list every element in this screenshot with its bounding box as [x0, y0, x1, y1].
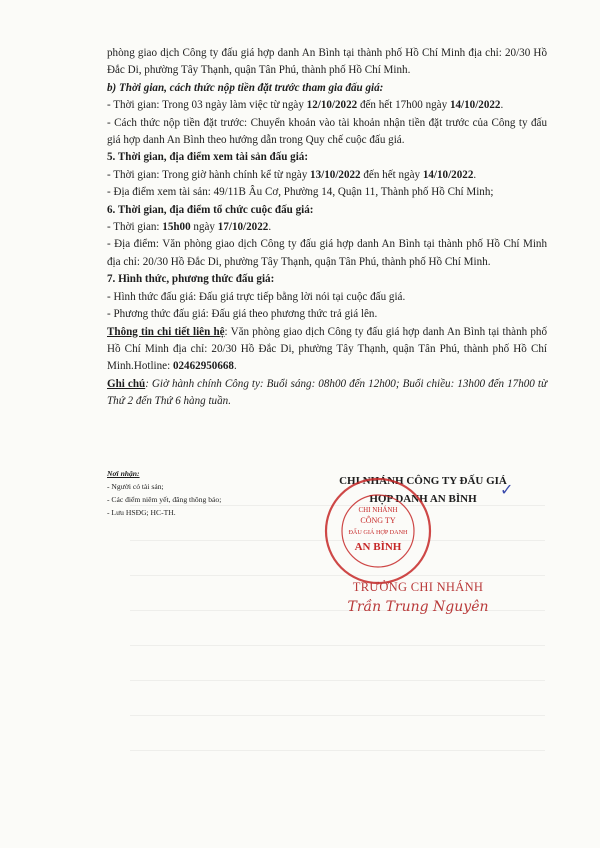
note: Ghi chú: Giờ hành chính Công ty: Buổi sáng: 08h00 đến 12h00; Buổi chiều: 13h00 đến 17h00 từ Thứ 2 đến Thứ 6 hàng tuần.	[107, 377, 548, 408]
recipient-item: - Lưu HSĐG; HC-TH.	[107, 508, 176, 517]
signature-tick-icon: ✓	[500, 482, 514, 499]
company-line-2: HỢP DANH AN BÌNH	[369, 493, 477, 505]
section-7-method: - Phương thức đấu giá: Đấu giá theo phương thức trả giá lên.	[107, 308, 378, 321]
recipient-item: - Người có tài sản;	[107, 482, 164, 491]
section-6-heading: 6. Thời gian, địa điểm tổ chức cuộc đấu giá:	[107, 203, 314, 216]
seal-line-2: CÔNG TY	[360, 516, 396, 525]
section-6-place: - Địa điểm: Văn phòng giao dịch Công ty đấu giá hợp danh An Bình tại thành phố Hồ Chí Minh địa chỉ: 20/30 Hồ Đắc Di, phường Tây Thạnh, quận Tân Phú, thành phố Hồ Chí Minh.	[107, 238, 547, 268]
section-6-time: - Thời gian: 15h00 ngày 17/10/2022.	[107, 221, 272, 234]
director-signature-block	[318, 580, 518, 615]
section-5-time: - Thời gian: Trong giờ hành chính kể từ ngày 13/10/2022 đến hết ngày 14/10/2022.	[107, 168, 477, 181]
company-seal-icon	[323, 476, 433, 586]
seal-line-1: CHI NHÁNH	[358, 506, 398, 514]
section-5-heading: 5. Thời gian, địa điểm xem tài sản đấu giá:	[107, 151, 309, 164]
director-title: TRƯỞNG CHI NHÁNH	[352, 580, 484, 594]
section-7-form: - Hình thức đấu giá: Đấu giá trực tiếp bằng lời nói tại cuộc đấu giá.	[107, 290, 406, 303]
paragraph-address: phòng giao dịch Công ty đấu giá hợp danh An Bình tại thành phố Hồ Chí Minh địa chỉ: 20/30 Hồ Đắc Di, phường Tây Thạnh, quận Tân Phú, thành phố Hồ Chí Minh.	[107, 47, 547, 77]
seal-line-4: AN BÌNH	[354, 541, 402, 553]
recipient-item: - Các điểm niêm yết, đăng thông báo;	[107, 495, 222, 504]
document-body	[107, 45, 547, 411]
section-b-time: - Thời gian: Trong 03 ngày làm việc từ ngày 12/10/2022 đến hết 17h00 ngày 14/10/2022.	[107, 99, 504, 112]
section-7-heading: 7. Hình thức, phương thức đấu giá:	[107, 273, 275, 286]
company-line-1: CHI NHÁNH CÔNG TY ĐẤU GIÁ	[339, 475, 507, 487]
director-name: Trần Trung Nguyên	[347, 599, 489, 615]
recipients-block	[107, 467, 317, 519]
section-b-heading: b) Thời gian, cách thức nộp tiền đặt trước tham gia đấu giá:	[107, 81, 384, 94]
seal-line-3: ĐẤU GIÁ HỢP DANH	[348, 529, 408, 536]
contact-info: Thông tin chi tiết liên hệ: Văn phòng giao dịch Công ty đấu giá hợp danh An Bình tại thành phố Hồ Chí Minh địa chỉ: 20/30 Hồ Đắc Di, phường Tây Thạnh, quận Tân Phú, thành phố Hồ Chí Minh.Hotline: 02462950668.	[107, 325, 548, 373]
section-b-method: - Cách thức nộp tiền đặt trước: Chuyển khoản vào tài khoản nhận tiền đặt trước của Công ty đấu giá hợp danh An Bình theo hướng dẫn trong Quy chế cuộc đấu giá.	[107, 116, 547, 147]
recipients-heading: Nơi nhận:	[107, 469, 140, 478]
section-5-place: - Địa điểm xem tài sản: 49/11B Âu Cơ, Phường 14, Quận 11, Thành phố Hồ Chí Minh;	[107, 186, 494, 199]
